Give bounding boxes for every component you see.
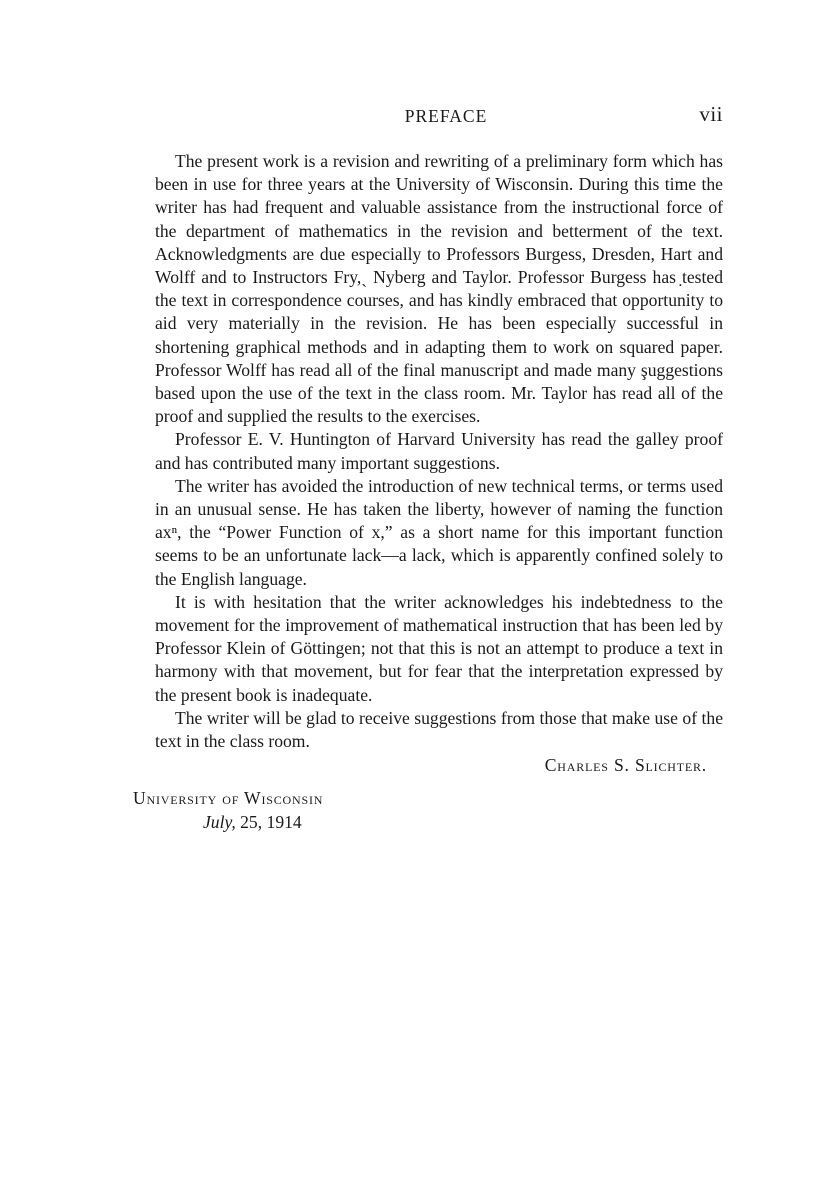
author-signature: Charles S. Slichter. bbox=[544, 755, 707, 776]
paragraph-terms: The writer has avoided the introduction of new technical terms, or terms used in an unusual sense. He has taken the liberty, however of naming the function axⁿ, the “Power Function of x,” as a short name for this important function seems to be an unfortunate lack—a lack, which is apparently confined solely to the English language. bbox=[155, 475, 723, 589]
paragraph-suggestions: The writer will be glad to receive suggestions from those that make use of the text in the class room. bbox=[155, 707, 723, 752]
paragraph-revision: The present work is a revision and rewriting of a preliminary form which has been in use for three years at the University of Wisconsin. During this time the writer has had frequent and valuable assistance from the instructional force of the department of mathematics in the revision and betterment of the text. Acknowledgments are due especially to Professors Burgess, Dresden, Hart and Wolff and to Instructors Fry,ˎ Nyberg and Taylor. Professor Burgess has ̣tested the text in correspondence courses, and has kindly embraced that opportunity to aid very materially in the revision. He has been especially successful in shortening graphical methods and in adapting them to work on squared paper. Professor Wolff has read all of the final manuscript and made many şuggestions based upon the use of the text in the class room. Mr. Taylor has read all of the proof and supplied the results to the exercises. bbox=[155, 151, 723, 427]
page-title: PREFACE bbox=[404, 106, 488, 126]
date-line bbox=[203, 811, 723, 834]
preface-body bbox=[155, 150, 723, 753]
running-head bbox=[155, 102, 723, 130]
place-line: University of Wisconsin bbox=[133, 788, 324, 809]
paragraph-huntington: Professor E. V. Huntington of Harvard University has read the galley proof and has contributed many important suggestions. bbox=[155, 429, 723, 473]
date-month: July, bbox=[203, 811, 236, 832]
paragraph-klein: It is with hesitation that the writer acknowledges his indebtedness to the movement for the improvement of mathematical instruction that has been led by Professor Klein of Göttingen; not that this is not an attempt to produce a text in harmony with that movement, but for fear that the interpretation expressed by the present book is inadequate. bbox=[155, 591, 723, 705]
preface-page bbox=[133, 102, 723, 834]
date-rest: 25, 1914 bbox=[235, 811, 302, 832]
page-number: vii bbox=[699, 102, 723, 126]
